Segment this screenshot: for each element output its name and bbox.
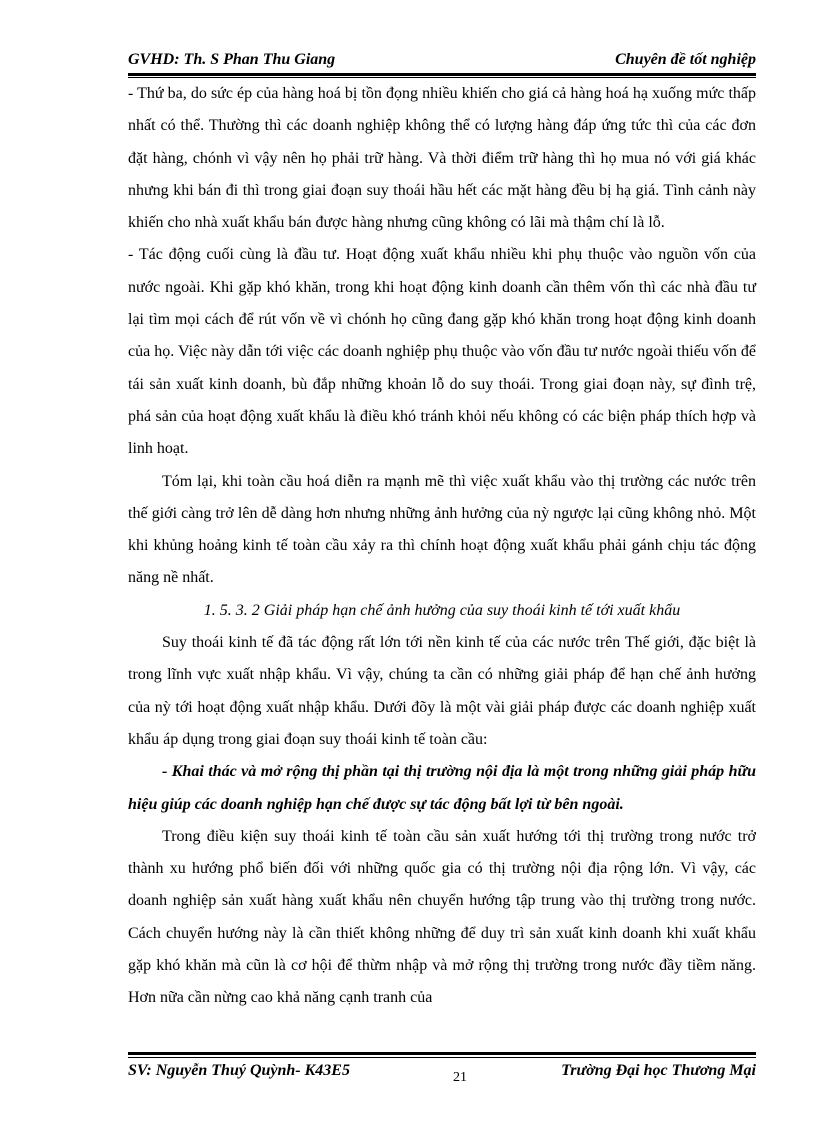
paragraph-third-impact: - Thứ ba, do sức ép của hàng hoá bị tồn đọng nhiều khiến cho giá cả hàng hoá hạ xuống mức thấp nhất có thể. Thường thì các doanh nghiệp không thể có lượng hàng đáp ứng tức thì của các đơn đặt hàng, chónh vì vậy nên họ phải trữ hàng. Và thời điểm trữ hàng thì họ mua nó với giá khác nhưng khi bán đi thì trong giai đoạn suy thoái hầu hết các mặt hàng đều bị hạ giá. Tình cảnh này khiến cho nhà xuất khẩu bán được hàng nhưng cũng không có lãi mà thậm chí là lỗ.	[128, 85, 756, 232]
page-body	[128, 78, 756, 1015]
header-advisor: GVHD: Th. S Phan Thu Giang	[128, 51, 336, 68]
footer-student: SV: Nguyễn Thuý Quỳnh- K43E5	[128, 1062, 350, 1079]
footer-university: Trường Đại học Thương Mại	[561, 1062, 756, 1079]
page-footer	[128, 1058, 756, 1098]
header-rule	[128, 73, 756, 76]
paragraph-solution-domestic-market: - Khai thác và mở rộng thị phần tại thị trường nội địa là một trong những giải pháp hữu hiệu giúp các doanh nghiệp hạn chế được sự tác động bất lợi từ bên ngoài.	[128, 763, 756, 813]
page-number: 21	[453, 1070, 467, 1085]
paragraph-summary: Tóm lại, khi toàn cầu hoá diễn ra mạnh mẽ thì việc xuất khẩu vào thị trường các nước trên thế giới càng trở lên dễ dàng hơn nhưng những ảnh hưởng của nỳ ngược lại cũng không nhỏ. Một khi khủng hoảng kinh tế toàn cầu xảy ra thì chính hoạt động xuất khẩu phải gánh chịu tác động năng nề nhất.	[128, 472, 756, 587]
paragraph-solutions-intro: Suy thoái kinh tế đã tác động rất lớn tới nền kinh tế của các nước trên Thế giới, đặc biệt là trong lĩnh vực xuất nhập khẩu. Vì vậy, chúng ta cần có những giải pháp để hạn chế ảnh hưởng của nỳ tới hoạt động xuất nhập khẩu. Dưới đõy là một vài giải pháp được các doanh nghiệp xuất khẩu áp dụng trong giai đoạn suy thoái kinh tế toàn cầu:	[128, 634, 756, 748]
header-document-type: Chuyên đề tốt nghiệp	[615, 51, 756, 68]
paragraph-investment-impact: - Tác động cuối cùng là đầu tư. Hoạt động xuất khẩu nhiều khi phụ thuộc vào nguồn vốn của nước ngoài. Khi gặp khó khăn, trong khi hoạt động kinh doanh cần thêm vốn thì các nhà đầu tư lại tìm mọi cách để rút vốn về vì chónh họ cũng đang gặp khó khăn trong hoạt động kinh doanh của họ. Việc này dẫn tới việc các doanh nghiệp phụ thuộc vào vốn đầu tư nước ngoài thiếu vốn để tái sản xuất kinh doanh, bù đắp những khoản lỗ do suy thoái. Trong giai đoạn này, sự đình trệ, phá sản của hoạt động xuất khẩu là điều khó tránh khỏi nếu không có các biện pháp thích hợp và linh hoạt.	[128, 246, 756, 458]
section-heading: 1. 5. 3. 2 Giải pháp hạn chế ảnh hưởng của suy thoái kinh tế tới xuất khẩu	[203, 601, 681, 619]
paragraph-domestic-market-detail: Trong điều kiện suy thoái kinh tế toàn cầu sản xuất hướng tới thị trường trong nước trở thành xu hướng phổ biến đối với những quốc gia có thị trường nội địa rộng lớn. Vì vậy, các doanh nghiệp sản xuất hàng xuất khẩu nên chuyển hướng tập trung vào thị trường trong nước. Cách chuyển hướng này là cần thiết không những để duy trì sản xuất kinh doanh khi xuất khẩu gặp khó khăn mà cũn là cơ hội để thừm nhập và mở rộng thị trường trong nước đầy tiềm năng. Hơn nữa cần nừng cao khả năng cạnh tranh của	[128, 827, 756, 1007]
footer-rule	[128, 1052, 756, 1055]
page-header	[128, 47, 756, 73]
